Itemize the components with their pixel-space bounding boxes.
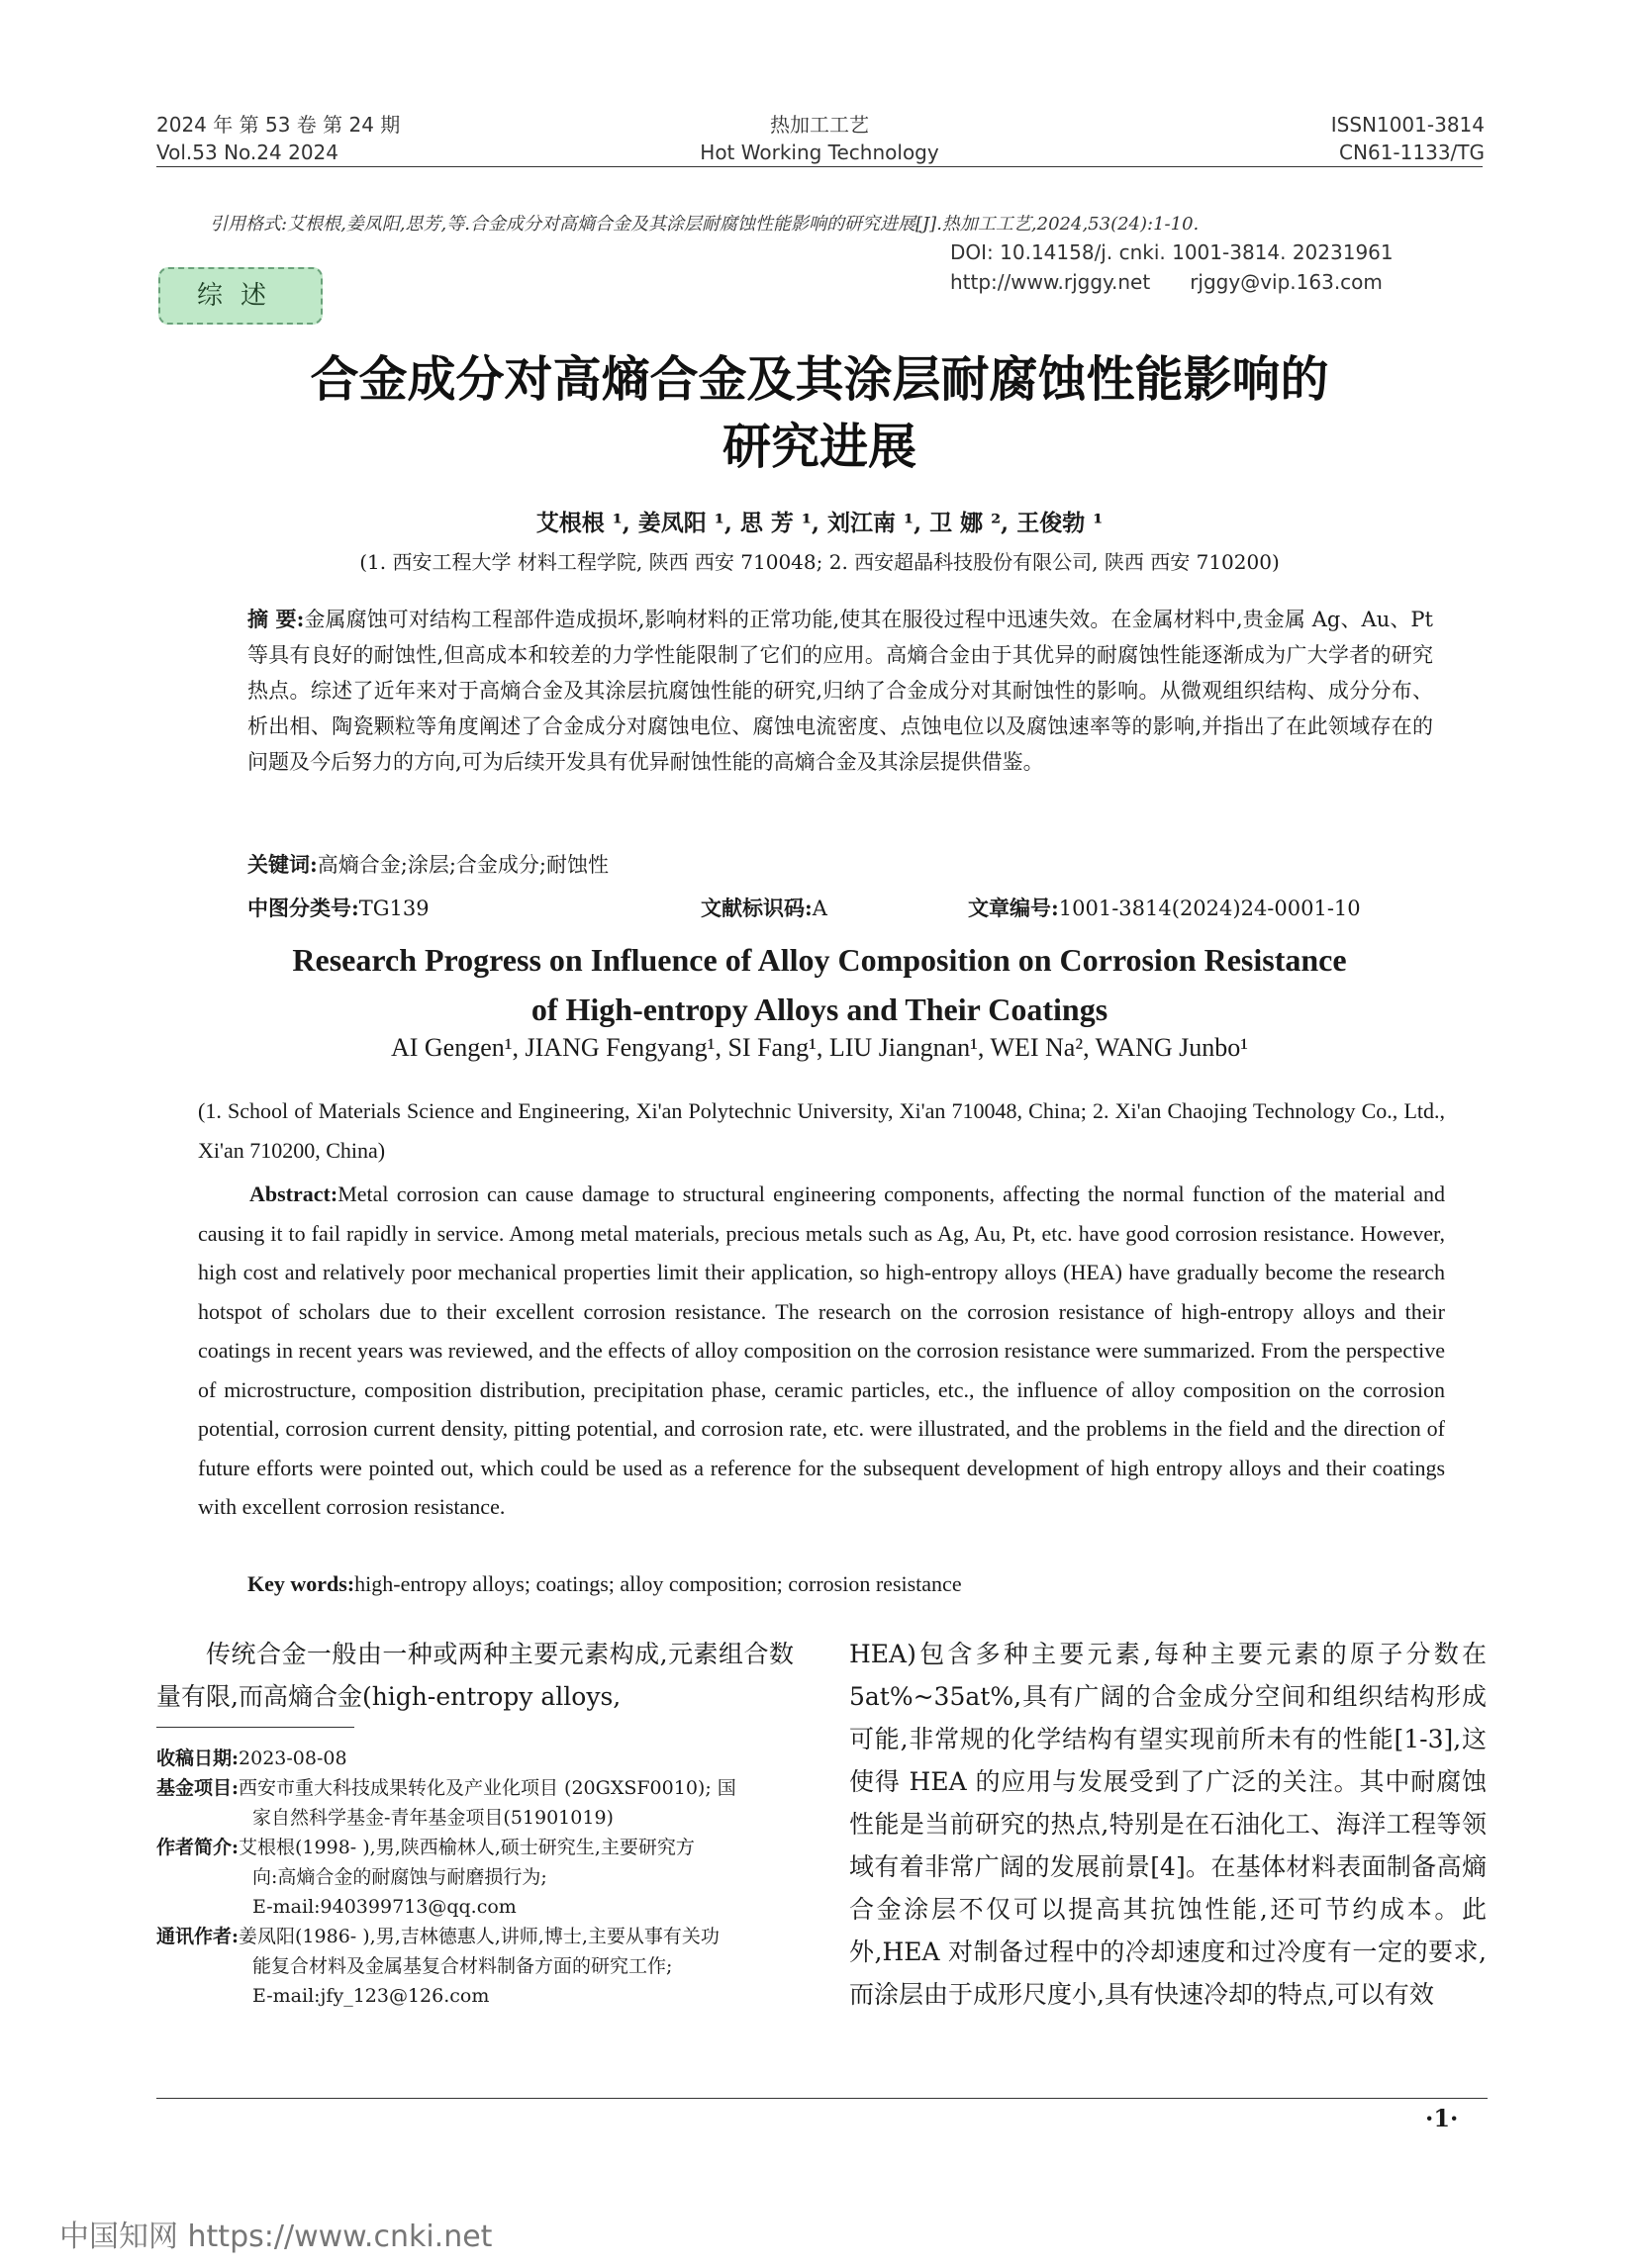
- footnote-corresponding: 通讯作者:姜凤阳(1986- ),男,吉林德惠人,讲师,博士,主要从事有关功 能复合材料及金属基复合材料制备方面的研究工作; E-mail:jfy_123@126.com: [156, 1922, 800, 2011]
- affiliation-en: (1. School of Materials Science and Engineering, Xi'an Polytechnic University, Xi'an 710048, China; 2. Xi'an Chaojing Technology Co., Ltd., Xi'an 710200, China): [198, 1098, 1445, 1163]
- header-rule: [156, 166, 1483, 167]
- abstract-cn: [247, 602, 1433, 780]
- watermark: 中国知网 https://www.cnki.net: [59, 2220, 493, 2254]
- title-cn: 合金成分对高熵合金及其涂层耐腐蚀性能影响的 研究进展: [310, 351, 1329, 475]
- journal-issue-info: 2024 年 第 53 卷 第 24 期 Vol.53 No.24 2024: [156, 113, 401, 164]
- abstract-en-text: Metal corrosion can cause damage to structural engineering components, affecting the normal function of the material and causing it to fail rapidly in service. Among metal materials, precious metals such as Ag, Au, Pt, etc. have good corrosion resistance. However, high cost and relatively poor mechanical properties limit their application, so high-entropy alloys (HEA) have gradually become the research hotspot of scholars due to their excellent corrosion resistance. The research on the corrosion resistance of high-entropy alloys and their coatings in recent years was reviewed, and the effects of alloy composition on the corrosion resistance were summarized. From the perspective of microstructure, composition distribution, precipitation phase, ceramic particles, etc., the influence of alloy composition on the corrosion potential, corrosion current density, pitting potential, and corrosion rate, etc. were illustrated, and the problems in the field and the direction of future efforts were pointed out, which could be used as a reference for the subsequent development of high entropy alloys and their coatings with excellent corrosion resistance.: [198, 1181, 1445, 1519]
- title-en: Research Progress on Influence of Alloy Composition on Corrosion Resistance of High-entropy Alloys and Their Coatings: [292, 942, 1347, 1027]
- section-badge: 综述: [158, 267, 323, 325]
- article-number: 文章编号:1001-3814(2024)24-0001-10: [968, 896, 1361, 920]
- clc-number: 中图分类号:TG139: [247, 896, 430, 920]
- page-number: ·1·: [1425, 2104, 1459, 2132]
- author-email[interactable]: E-mail:940399713@qq.com: [252, 1896, 517, 1918]
- footnote-author-bio: 作者简介:艾根根(1998- ),男,陕西榆林人,硕士研究生,主要研究方 向:高熵合金的耐腐蚀与耐磨损行为; E-mail:940399713@qq.com: [156, 1833, 800, 1922]
- authors-cn: 艾根根 ¹, 姜凤阳 ¹, 思 芳 ¹, 刘江南 ¹, 卫 娜 ², 王俊勃 ¹: [535, 510, 1104, 536]
- corresponding-email[interactable]: E-mail:jfy_123@126.com: [252, 1985, 490, 2007]
- doi: DOI: 10.14158/j. cnki. 1001-3814. 20231961: [950, 240, 1394, 264]
- keywords-en: Key words:high-entropy alloys; coatings; alloy composition; corrosion resistance: [247, 1571, 962, 1596]
- website-link[interactable]: http://www.rjggy.net: [950, 270, 1151, 294]
- footer-rule: [156, 2098, 1488, 2099]
- abstract-cn-text: 金属腐蚀可对结构工程部件造成损坏,影响材料的正常功能,使其在服役过程中迅速失效。在金属材料中,贵金属 Ag、Au、Pt 等具有良好的耐蚀性,但高成本和较差的力学性能限制了它们的应用。高熵合金由于其优异的耐腐蚀性能逐渐成为广大学者的研究热点。综述了近年来对于高熵合金及其涂层抗腐蚀性能的研究,归纳了合金成分对其耐蚀性的影响。从微观组织结构、成分分布、析出相、陶瓷颗粒等角度阐述了合金成分对腐蚀电位、腐蚀电流密度、点蚀电位以及腐蚀速率等的影响,并指出了在此领域存在的问题及今后努力的方向,可为后续开发具有优异耐蚀性能的高熵合金及其涂层提供借鉴。: [247, 608, 1433, 774]
- journal-issn: ISSN1001-3814 CN61-1133/TG: [1330, 113, 1485, 164]
- abstract-en: [198, 1175, 1445, 1527]
- email-link[interactable]: rjggy@vip.163.com: [1190, 270, 1383, 294]
- abstract-en-label: Abstract:: [249, 1181, 338, 1206]
- footnote-rule: [156, 1727, 354, 1728]
- authors-en: AI Gengen¹, JIANG Fengyang¹, SI Fang¹, LIU Jiangnan¹, WEI Na², WANG Junbo¹: [390, 1033, 1249, 1062]
- body-column-right: HEA)包含多种主要元素,每种主要元素的原子分数在 5at%~35at%,具有广阔的合金成分空间和组织结构形成可能,非常规的化学结构有望实现前所未有的性能[1-3],这使得 HEA 的应用与发展受到了广泛的关注。其中耐腐蚀性能是当前研究的热点,特别是在石油化工、海洋工程等领域有着非常广阔的发展前景[4]。在基体材料表面制备高熵合金涂层不仅可以提高其抗蚀性能,还可节约成本。此外,HEA 对制备过程中的冷却速度和过冷度有一定的要求,而涂层由于成形尺度小,具有快速冷却的特点,可以有效: [849, 1640, 1487, 2009]
- footnote-fund: 基金项目:西安市重大科技成果转化及产业化项目 (20GXSF0010); 国 家自然科学基金-青年基金项目(51901019): [156, 1777, 736, 1829]
- journal-name: 热加工工艺 Hot Working Technology: [700, 113, 939, 164]
- doi-block: [950, 237, 1394, 297]
- body-column-left: 传统合金一般由一种或两种主要元素构成,元素组合数量有限,而高熵合金(high-entropy alloys,: [156, 1640, 794, 1711]
- citation-line: 引用格式:艾根根,姜凤阳,思芳,等.合金成分对高熵合金及其涂层耐腐蚀性能影响的研究进展[J].热加工工艺,2024,53(24):1-10.: [210, 214, 1200, 235]
- footnote-received: 收稿日期:2023-08-08: [156, 1748, 347, 1769]
- doc-code: 文献标识码:A: [701, 896, 827, 920]
- keywords-cn: 关键词:高熵合金;涂层;合金成分;耐蚀性: [247, 852, 609, 877]
- abstract-cn-label: 摘 要:: [247, 607, 305, 631]
- affiliation-cn: (1. 西安工程大学 材料工程学院, 陕西 西安 710048; 2. 西安超晶科技股份有限公司, 陕西 西安 710200): [359, 550, 1280, 574]
